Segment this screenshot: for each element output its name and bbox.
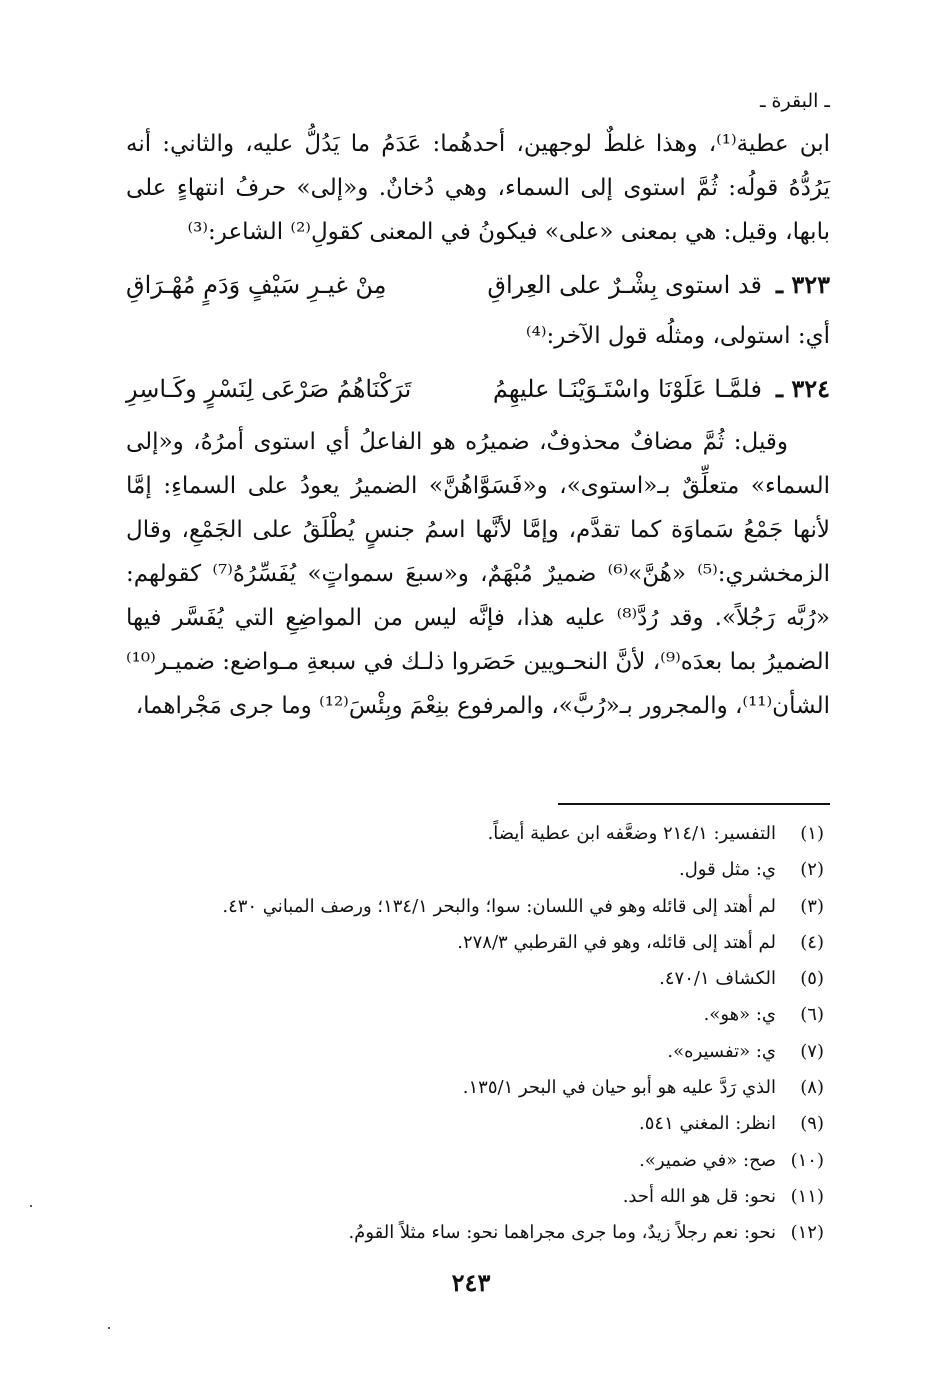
footnote-text: لم أهتد إلى قائله، وهو في القرطبي ٢٧٨/٣. <box>457 931 776 953</box>
footnote-item <box>126 997 824 1033</box>
paragraph-2: وقيل: ثُمَّ مضافٌ محذوفٌ، ضميرُه هو الفاعلُ أي استوى أمرُهُ، و«إلى السماء» متعلِّقٌ بـ«استوى»، و«فَسَوَّاهُنَّ» الضميرُ يعودُ على السماءِ: إمَّا لأنها جَمْعُ سَماوَة كما تقدَّم، وإمَّا لأنَّها اسمُ جنسٍ يُطْلَقُ على الجَمْعِ، وقال الزمخشري:⁽⁵⁾ «هُنَّ»⁽⁶⁾ ضميرٌ مُبْهَمٌ، و«سبعَ سمواتٍ» يُفَسِّرُهُ⁽⁷⁾ كقولهم: «رُبَّه رَجُلاً». وقد رُدَّ⁽⁸⁾ عليه هذا، فإنَّه ليس من المواضِعِ التي يُفَسَّر فيها الضميرُ بما بعدَه⁽⁹⁾، لأنَّ النحـويين حَصَروا ذلـك في سبعةِ مـواضع: ضميـر⁽¹⁰⁾ الشأن⁽¹¹⁾، والمجرور بـ«رُبَّ»، والمرفوع بنِعْمَ وبِئْسَ⁽¹²⁾ وما جرى مَجْراهما، <box>126 429 830 719</box>
footnote-number: (٦) <box>800 1004 824 1026</box>
footnote-text: ي: «هو». <box>703 1004 776 1026</box>
scan-speck <box>30 1205 32 1207</box>
footnote-item <box>126 1106 824 1142</box>
footnote-item <box>126 1070 824 1106</box>
footnote-text: انظر: المغني ٥٤١. <box>639 1113 776 1135</box>
footnote-text: التفسير: ٢١٤/١ وضعَّفه ابن عطية أيضاً. <box>487 823 776 844</box>
footnote-text: لم أهتد إلى قائله وهو في اللسان: سوا؛ والبحر ١٣٤/١؛ ورصف المباني ٤٣٠. <box>222 895 776 917</box>
footnote-number: (٢) <box>800 859 824 881</box>
footnote-text: صح: «في ضمير». <box>639 1149 776 1171</box>
page-number: ٢٤٣ <box>451 1268 491 1297</box>
verse-number: ٣٢٣ ـ <box>775 270 830 299</box>
verse-first-hemistich: قد استوى بِشْـرٌ على العِراقِ <box>487 271 762 299</box>
verse-323 <box>126 260 830 310</box>
footnote-item <box>126 925 824 961</box>
footnote-number: (١٢) <box>790 1222 824 1244</box>
footnote-number: (٣) <box>800 895 824 917</box>
scan-speck <box>108 1327 110 1329</box>
footnote-item <box>126 961 824 997</box>
footnote-divider <box>558 803 830 805</box>
footnote-item <box>126 1143 824 1179</box>
footnote-number: (٧) <box>800 1040 824 1062</box>
footnote-number: (٥) <box>800 968 824 990</box>
footnote-number: (٩) <box>800 1113 824 1135</box>
verse-324-first-hemistich-group <box>493 364 830 414</box>
footnote-item <box>126 1034 824 1070</box>
footnote-item <box>126 1215 824 1251</box>
footnote-number: (١١) <box>790 1185 824 1207</box>
verse-324 <box>126 364 830 414</box>
footnote-item <box>126 1179 824 1215</box>
footnotes <box>126 816 824 1252</box>
footnote-text: الكشاف ٤٧٠/١. <box>659 968 776 990</box>
footnote-item <box>126 852 824 888</box>
main-text <box>126 122 830 728</box>
verse-323-first-hemistich-group <box>487 260 830 310</box>
running-header: ـ البقرة ـ <box>759 90 830 112</box>
footnote-item <box>126 889 824 925</box>
verse-second-hemistich: تَرَكْنَاهُمُ صَرْعَى لِنَسْرٍ وكَـاسِرِ <box>126 375 412 403</box>
verse-first-hemistich: فلمَّـا عَلَوْنَا واسْتَـوَيْنَـا عليهِمُ <box>492 375 762 403</box>
footnote-text: نحو: قل هو الله أحد. <box>622 1185 776 1207</box>
verse-intro: أي: استولى، ومثلُه قول الآخر:⁽⁴⁾ <box>525 323 830 349</box>
footnote-text: نحو: نعم رجلاً زيدٌ، وما جرى مجراهما نحو: ساء مثلاً القومُ. <box>348 1222 776 1244</box>
footnote-text: ي: «تفسيره». <box>667 1040 776 1062</box>
footnote-text: ي: مثل قول. <box>678 859 776 881</box>
verse-number: ٣٢٤ ـ <box>775 374 830 403</box>
footnote-number: (١) <box>800 823 824 844</box>
footnote-number: (٨) <box>800 1077 824 1099</box>
verse-second-hemistich: مِنْ غيـرِ سَيْفٍ وَدَمٍ مُهْـرَاقِ <box>126 271 387 299</box>
paragraph-1: ابن عطية⁽¹⁾، وهذا غلطٌ لوجهين، أحدهُما: عَدَمُ ما يَدُلُّ عليه، والثاني: أنه يَرُدُّهُ قولُه: ثُمَّ استوى إلى السماء، وهي دُخانٌ. و«إلى» حرفُ انتهاءٍ على بابها، وقيل: هي بمعنى «على» فيكونُ في المعنى كقولِ⁽²⁾ الشاعر:⁽³⁾ <box>126 131 831 245</box>
footnote-item <box>126 816 824 852</box>
footnote-number: (٤) <box>800 931 824 953</box>
footnote-number: (١٠) <box>790 1149 824 1171</box>
footnote-text: الذي رَدَّ عليه هو أبو حيان في البحر ١٣٥/١. <box>462 1077 776 1099</box>
